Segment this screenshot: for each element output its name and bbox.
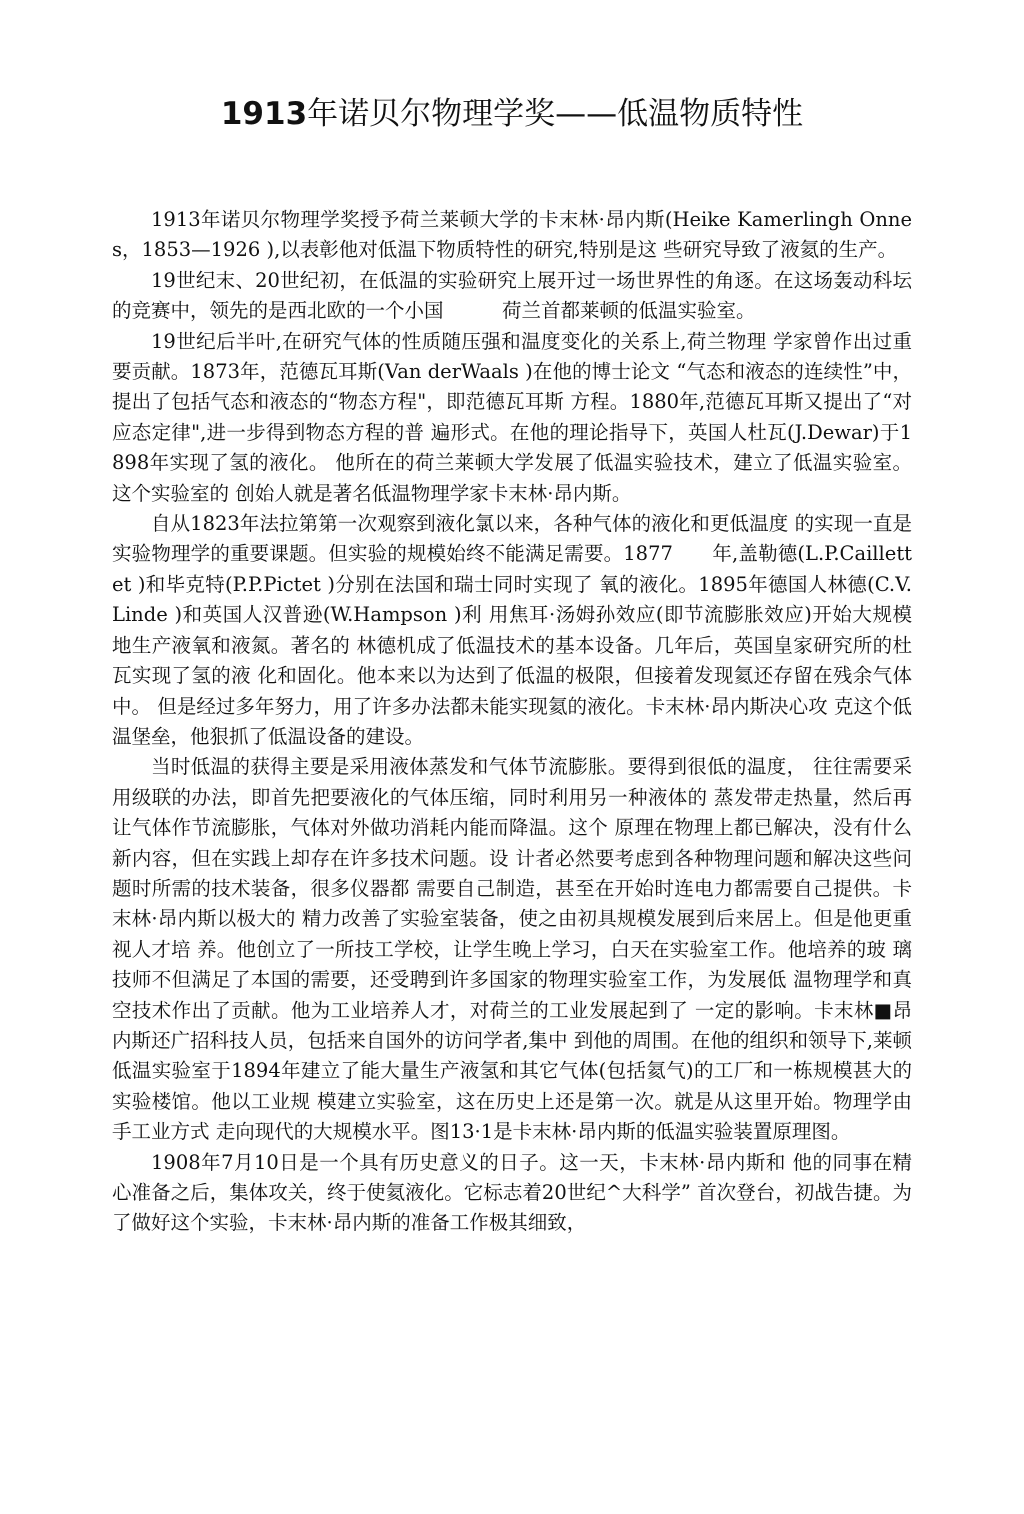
title-year: 1913: [220, 96, 308, 132]
paragraph-liquefaction-history: 自从1823年法拉第第一次观察到液化氯以来，各种气体的液化和更低温度 的实现一直是实验物理学的重要课题。但实验的规模始终不能满足需要。1877 年,盖勒德(L.P.Caillettet )和毕克特(P.P.Pictet )分别在法国和瑞士同时实现了 氧的液化。1895年德国人林德(C.V.Linde )和英国人汉普逊(W.Hampson )利 用焦耳·汤姆孙效应(即节流膨胀效应)开始大规模地生产液氧和液氮。著名的 林德机成了低温技术的基本设备。几年后，英国皇家研究所的杜瓦实现了氢的液 化和固化。他本来以为达到了低温的极限，但接着发现氦还存留在残余气体中。 但是经过多年努力，用了许多办法都未能实现氦的液化。卡末林·昂内斯决心攻 克这个低温堡垒，他狠抓了低温设备的建设。: [112, 512, 912, 748]
document-title: [0, 88, 1024, 133]
paragraph-competition: 19世纪末、20世纪初，在低温的实验研究上展开过一场世界性的角逐。在这场轰动科坛的竞赛中，领先的是西北欧的一个小国 荷兰首都莱顿的低温实验室。: [112, 268, 912, 323]
document-body: [112, 205, 912, 1239]
title-text: 年诺贝尔物理学奖——低温物质特性: [307, 96, 804, 132]
paragraph-low-temperature-methods: 当时低温的获得主要是采用液体蒸发和气体节流膨胀。要得到很低的温度， 往往需要采用级联的办法，即首先把要液化的气体压缩，同时利用另一种液体的 蒸发带走热量，然后再让气体作节流膨胀，气体对外做功消耗内能而降温。这个 原理在物理上都已解决，没有什么新内容，但在实践上却存在许多技术问题。设 计者必然要考虑到各种物理问题和解决这些问题时所需的技术装备，很多仪器都 需要自己制造，甚至在开始时连电力都需要自己提供。卡末林·昂内斯以极大的 精力改善了实验室装备，使之由初具规模发展到后来居上。但是他更重视人才培 养。他创立了一所技工学校，让学生晚上学习，白天在实验室工作。他培养的玻 璃技师不但满足了本国的需要，还受聘到许多国家的物理实验室工作，为发展低 温物理学和真空技术作出了贡献。他为工业培养人才，对荷兰的工业发展起到了 一定的影响。卡末林■昂内斯还广招科技人员，包括来自国外的访问学者,集中 到他的周围。在他的组织和领导下,莱顿低温实验室于1894年建立了能大量生产液氢和其它气体(包括氦气)的工厂和一栋规模甚大的实验楼馆。他以工业规 模建立实验室，这在历史上还是第一次。就是从这里开始。物理学由手工业方式 走向现代的大规模水平。图13·1是卡末林·昂内斯的低温实验装置原理图。: [112, 755, 912, 1144]
paragraph-van-der-waals: 19世纪后半叶,在研究气体的性质随压强和温度变化的关系上,荷兰物理 学家曾作出过重要贡献。1873年，范德瓦耳斯(Van derWaals )在他的博士论文 “气态和液态的连续性”中，提出了包括气态和液态的“物态方程"，即范德瓦耳斯 方程。1880年,范德瓦耳斯又提出了“对应态定律",进一步得到物态方程的普 遍形式。在他的理论指导下，英国人杜瓦(J.Dewar)于1898年实现了氢的液化。 他所在的荷兰莱顿大学发展了低温实验技术，建立了低温实验室。这个实验室的 创始人就是著名低温物理学家卡末林·昂内斯。: [112, 329, 912, 505]
paragraph-helium-liquefaction: 1908年7月10日是一个具有历史意义的日子。这一天，卡末林·昂内斯和 他的同事在精心准备之后，集体攻关，终于使氦液化。它标志着20世纪^大科学” 首次登台，初战告捷。为了做好这个实验，卡末林·昂内斯的准备工作极其细致，: [112, 1150, 912, 1235]
paragraph-intro: 1913年诺贝尔物理学奖授予荷兰莱顿大学的卡末林·昂内斯(Heike Kamerlingh Onnes，1853—1926 ),以表彰他对低温下物质特性的研究,特别是这 些研究导致了液氦的生产。: [112, 208, 912, 262]
